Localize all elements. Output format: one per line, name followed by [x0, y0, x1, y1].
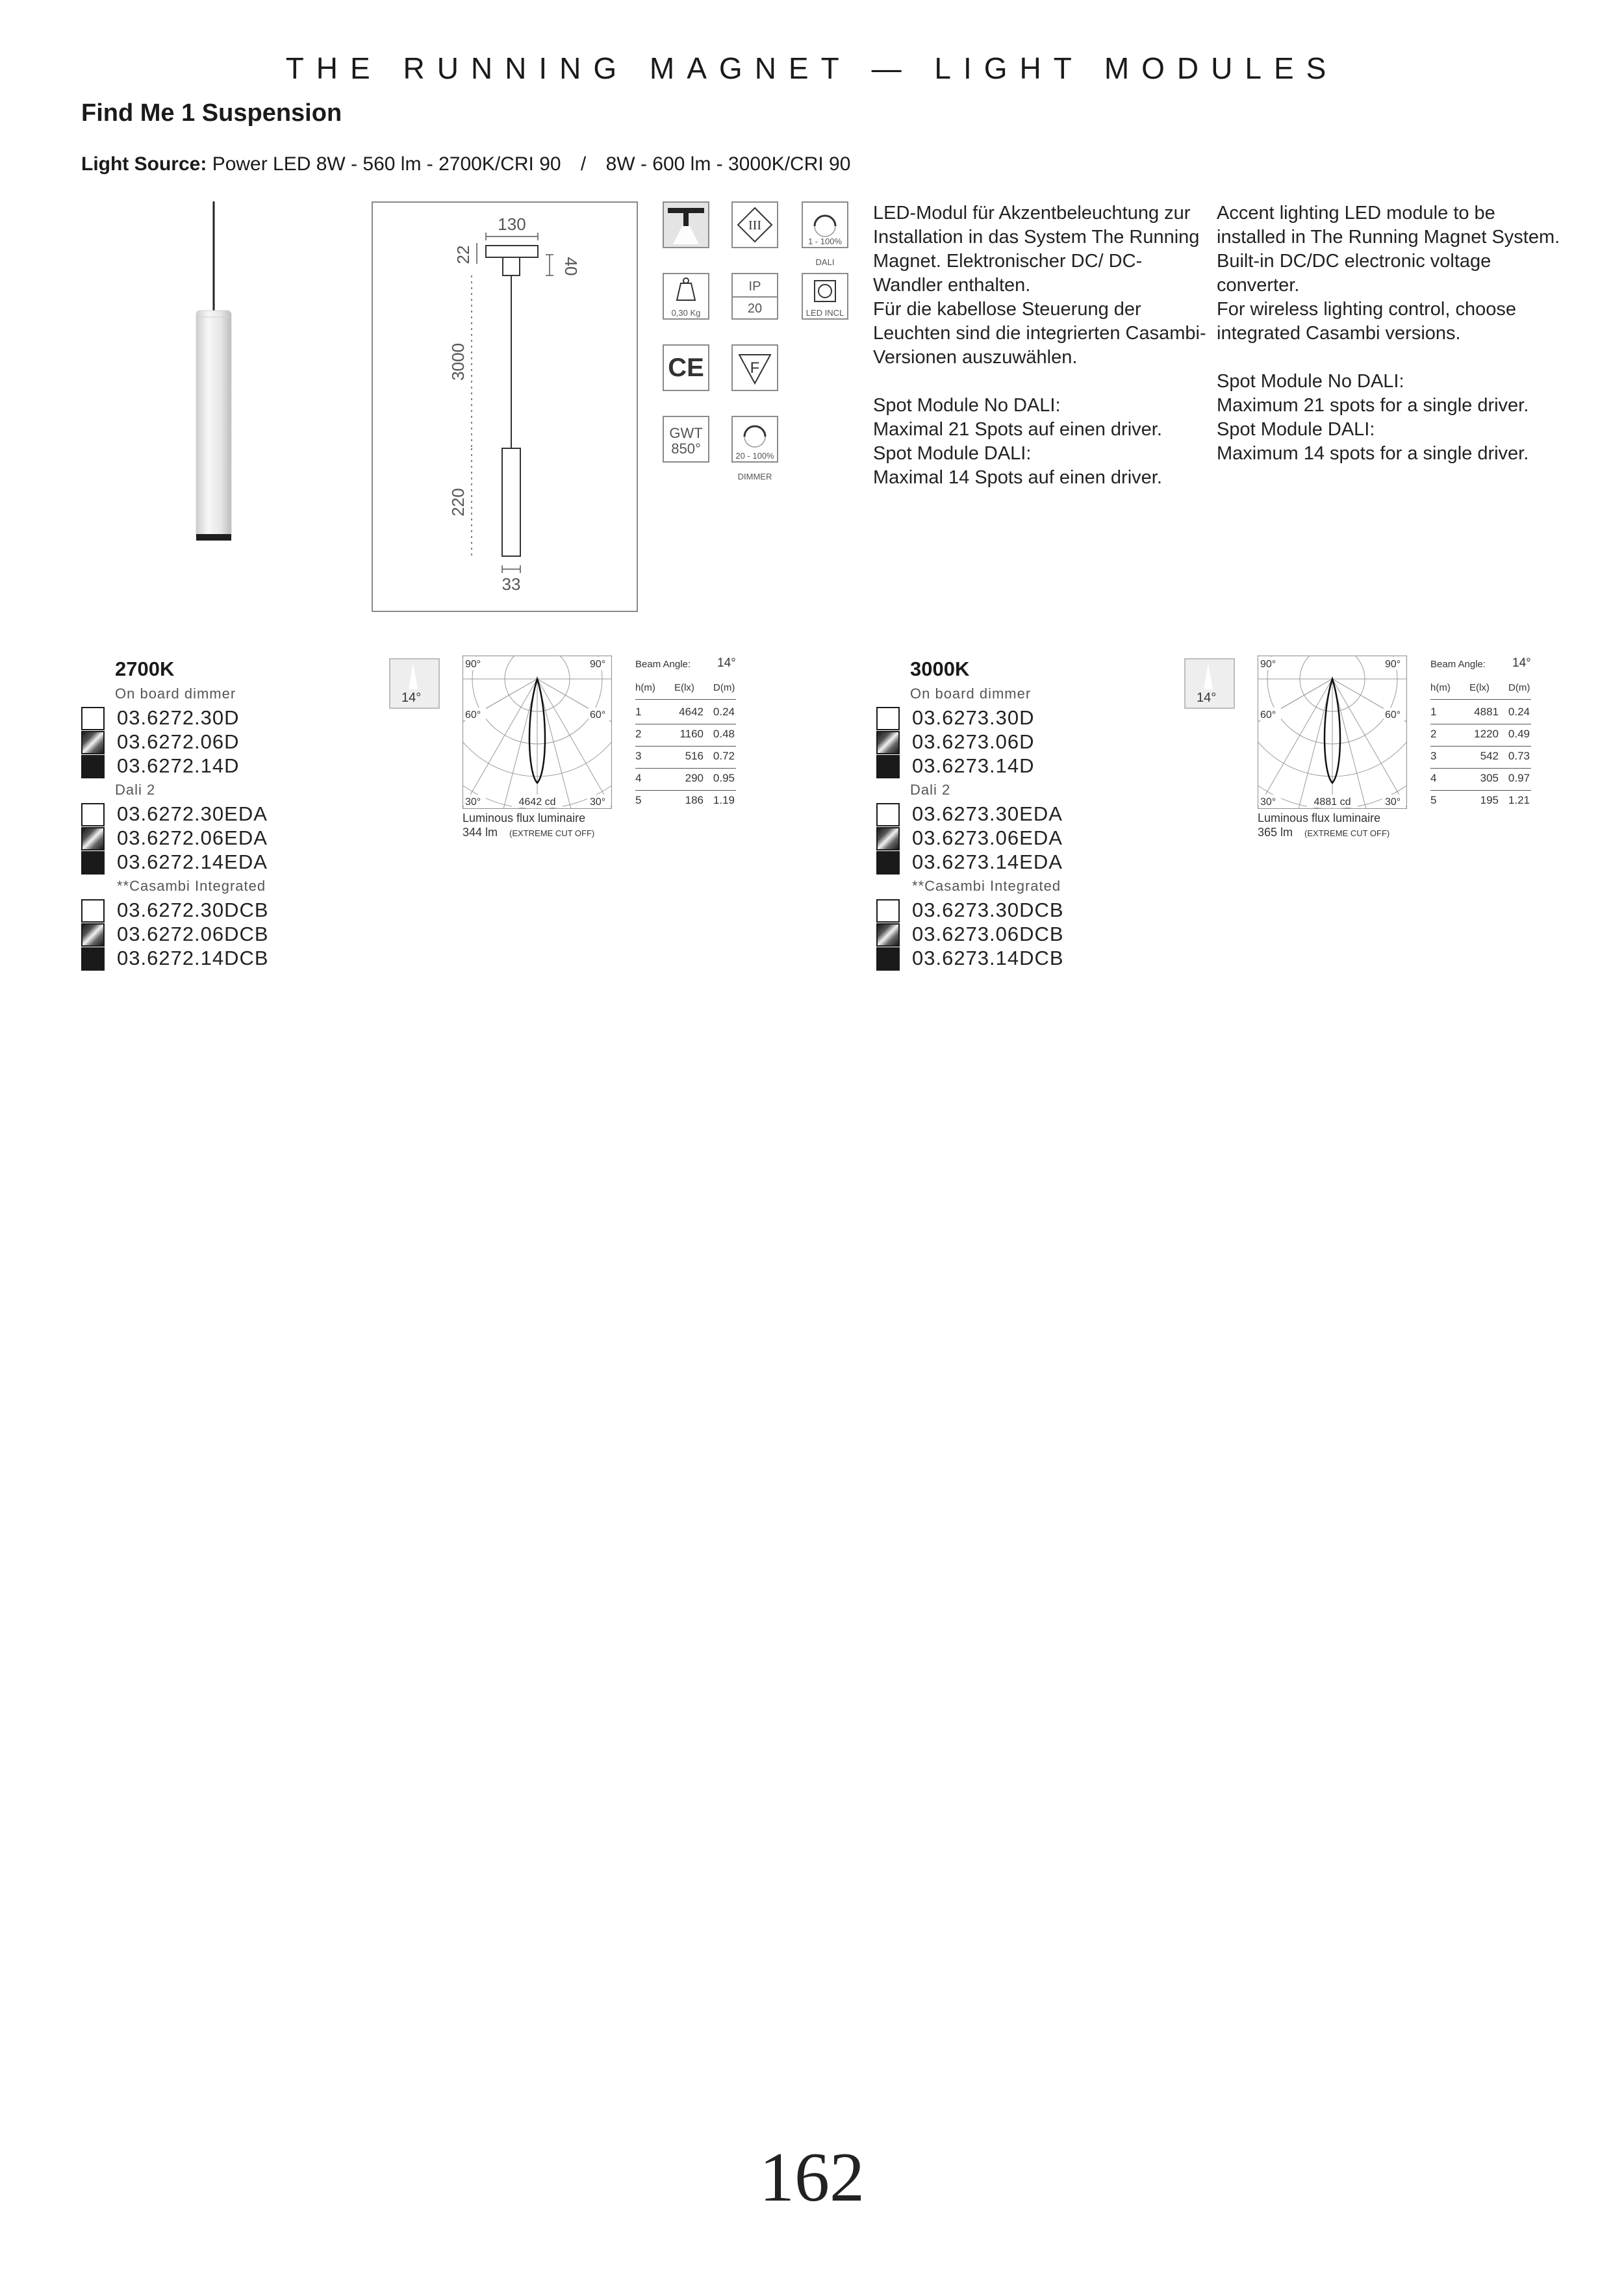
svg-text:60°: 60°: [465, 709, 481, 721]
description-de-no-dali-value: Maximal 21 Spots auf einen driver.: [873, 419, 1162, 440]
luminous-flux-label: Luminous flux luminaire: [463, 811, 586, 824]
article-code: 03.6272.06DCB: [117, 923, 269, 945]
on-board-dimmer-label: On board dimmer: [910, 685, 1032, 702]
table-row: 1 4881 0.24: [1430, 702, 1531, 724]
variant-temp: 3000K: [910, 658, 970, 680]
finish-black-swatch: [876, 947, 900, 971]
description-en-dali-value: Maximum 14 spots for a single driver.: [1217, 443, 1529, 464]
table-row: 2 1220 0.49: [1430, 724, 1531, 747]
ip-rating-icon: IP 20: [731, 273, 778, 320]
dimmer-icon: 20 - 100%: [731, 416, 778, 463]
finish-chrome-swatch: [81, 923, 105, 947]
glow-wire-icon: GWT 850°: [663, 416, 709, 463]
finish-chrome-swatch: [876, 731, 900, 754]
article-code: 03.6273.14D: [912, 754, 1035, 777]
article-code: 03.6272.30DCB: [117, 899, 269, 921]
article-code: 03.6273.14DCB: [912, 947, 1064, 969]
description-en-dali-title: Spot Module DALI:: [1217, 419, 1375, 440]
description-de-dali-value: Maximal 14 Spots auf einen driver.: [873, 467, 1162, 488]
svg-text:90°: 90°: [590, 659, 606, 670]
on-board-dimmer-label: On board dimmer: [115, 685, 236, 702]
svg-text:60°: 60°: [590, 709, 606, 721]
svg-text:III: III: [748, 218, 761, 233]
beam-angle-label: Beam Angle:: [1430, 659, 1486, 670]
page-number: 162: [759, 2139, 865, 2216]
table-row: 3 542 0.73: [1430, 746, 1531, 769]
description-de-intro: LED-Modul für Akzentbeleuchtung zur Installation in das System The Running Magnet. Elektronischer DC/ DC-Wandler enthalten.: [873, 203, 1200, 296]
weight-icon: 0,30 Kg: [663, 273, 709, 320]
description-de-casambi: Für die kabellose Steuerung der Leuchten sind die integrierten Casambi-Versionen auszuwählen.: [873, 299, 1206, 368]
description-en-no-dali-value: Maximum 21 spots for a single driver.: [1217, 395, 1529, 416]
dim-body-diameter-label: 33: [501, 574, 521, 594]
polar-diagram: [1258, 656, 1407, 809]
luminous-flux-note: (EXTREME CUT OFF): [509, 828, 595, 838]
svg-text:90°: 90°: [1260, 659, 1276, 670]
luminous-flux-value: 344 lm: [463, 826, 498, 839]
finish-black-swatch: [81, 851, 105, 875]
finish-chrome-swatch: [876, 827, 900, 850]
luminous-flux-label: Luminous flux luminaire: [1258, 811, 1381, 824]
finish-black-swatch: [81, 947, 105, 971]
dim-body-height-label: 220: [448, 488, 468, 517]
dim-adapter-height-label: 22: [453, 245, 473, 264]
beam-angle-icon-label: 14°: [1197, 691, 1217, 705]
dali-label: DALI: [815, 257, 835, 267]
svg-text:60°: 60°: [1260, 709, 1276, 721]
article-code: 03.6273.06DCB: [912, 923, 1064, 945]
article-code: 03.6273.30EDA: [912, 802, 1063, 825]
luminous-flux-value: 365 lm: [1258, 826, 1293, 839]
article-code: 03.6273.30D: [912, 706, 1035, 729]
max-intensity-label: 4881 cd: [1313, 797, 1351, 808]
svg-text:30°: 30°: [465, 797, 481, 808]
light-source-value-2700k: Power LED 8W - 560 lm - 2700K/CRI 90: [212, 153, 561, 175]
product-name: Find Me 1 Suspension: [81, 99, 342, 127]
description-en-casambi: For wireless lighting control, choose integrated Casambi versions.: [1217, 299, 1516, 344]
finish-white-swatch: [876, 803, 900, 826]
table-header-row: h(m) E(lx) D(m): [1430, 682, 1531, 700]
max-intensity-label: 4642 cd: [518, 797, 556, 808]
article-code: 03.6272.06D: [117, 730, 240, 753]
beam-angle-icon-label: 14°: [401, 691, 422, 705]
description-en-no-dali-title: Spot Module No DALI:: [1217, 371, 1404, 392]
article-code: 03.6272.14EDA: [117, 850, 268, 873]
svg-text:60°: 60°: [1385, 709, 1401, 721]
polar-diagram: [463, 656, 612, 809]
svg-text:30°: 30°: [1385, 797, 1401, 808]
table-row: 5 195 1.21: [1430, 794, 1530, 806]
finish-chrome-swatch: [81, 731, 105, 754]
finish-chrome-swatch: [876, 923, 900, 947]
article-code: 03.6272.14D: [117, 754, 240, 777]
table-row: 2 1160 0.48: [635, 724, 736, 747]
table-header-row: h(m) E(lx) D(m): [635, 682, 736, 700]
luminous-flux-note: (EXTREME CUT OFF): [1304, 828, 1390, 838]
illuminance-table: [635, 656, 739, 812]
svg-text:90°: 90°: [465, 659, 481, 670]
svg-text:F: F: [750, 359, 760, 377]
illuminance-table: [1430, 656, 1534, 812]
casambi-label: **Casambi Integrated: [117, 878, 266, 894]
variant-temp: 2700K: [115, 658, 175, 680]
finish-black-swatch: [876, 851, 900, 875]
description-de-no-dali-title: Spot Module No DALI:: [873, 395, 1061, 416]
catalog-header-title: THE RUNNING MAGNET — LIGHT MODULES: [285, 51, 1339, 85]
finish-black-swatch: [876, 755, 900, 778]
casambi-label: **Casambi Integrated: [912, 878, 1061, 894]
dali-2-label: Dali 2: [115, 782, 156, 798]
variant-3000k: [795, 0, 1624, 1040]
finish-black-swatch: [81, 755, 105, 778]
luminous-flux-block: [1258, 811, 1389, 841]
beam-angle-value: 14°: [717, 656, 736, 670]
article-code: 03.6273.06EDA: [912, 826, 1063, 849]
finish-white-swatch: [81, 803, 105, 826]
ce-mark-icon: CE: [663, 344, 709, 391]
article-code: 03.6273.30DCB: [912, 899, 1064, 921]
dimmable-icon: 1 - 100%: [802, 201, 848, 248]
article-code: 03.6273.14EDA: [912, 850, 1063, 873]
light-source-label: Light Source:: [81, 153, 207, 175]
article-code: 03.6272.14DCB: [117, 947, 269, 969]
svg-text:30°: 30°: [590, 797, 606, 808]
beam-angle-value: 14°: [1512, 656, 1531, 670]
article-code: 03.6272.06EDA: [117, 826, 268, 849]
finish-chrome-swatch: [81, 827, 105, 850]
beam-angle-label: Beam Angle:: [635, 659, 691, 670]
description-de-dali-title: Spot Module DALI:: [873, 443, 1032, 464]
finish-white-swatch: [876, 707, 900, 730]
dali-2-label: Dali 2: [910, 782, 951, 798]
finish-white-swatch: [876, 899, 900, 923]
article-code: 03.6272.30EDA: [117, 802, 268, 825]
dim-width-label: 130: [498, 214, 526, 234]
article-code: 03.6272.30D: [117, 706, 240, 729]
table-row: 4 290 0.95: [635, 768, 736, 791]
dim-cable-length-label: 3000: [448, 343, 468, 381]
table-row: 1 4642 0.24: [635, 702, 736, 724]
table-row: 5 186 1.19: [635, 794, 735, 806]
light-source-separator: /: [580, 153, 587, 175]
dim-adapter-depth-label: 40: [561, 257, 581, 276]
finish-white-swatch: [81, 707, 105, 730]
table-row: 3 516 0.72: [635, 746, 736, 769]
finish-white-swatch: [81, 899, 105, 923]
description-en-intro: Accent lighting LED module to be installed in The Running Magnet System. Built-in DC/DC electronic voltage converter.: [1217, 203, 1560, 296]
dimmer-label: DIMMER: [737, 472, 772, 481]
light-source-value-3000k: 8W - 600 lm - 3000K/CRI 90: [605, 153, 851, 175]
led-included-icon: LED INCL: [802, 273, 848, 320]
svg-text:30°: 30°: [1260, 797, 1276, 808]
svg-text:90°: 90°: [1385, 659, 1401, 670]
luminous-flux-block: [463, 811, 594, 841]
table-row: 4 305 0.97: [1430, 768, 1531, 791]
article-code: 03.6273.06D: [912, 730, 1035, 753]
